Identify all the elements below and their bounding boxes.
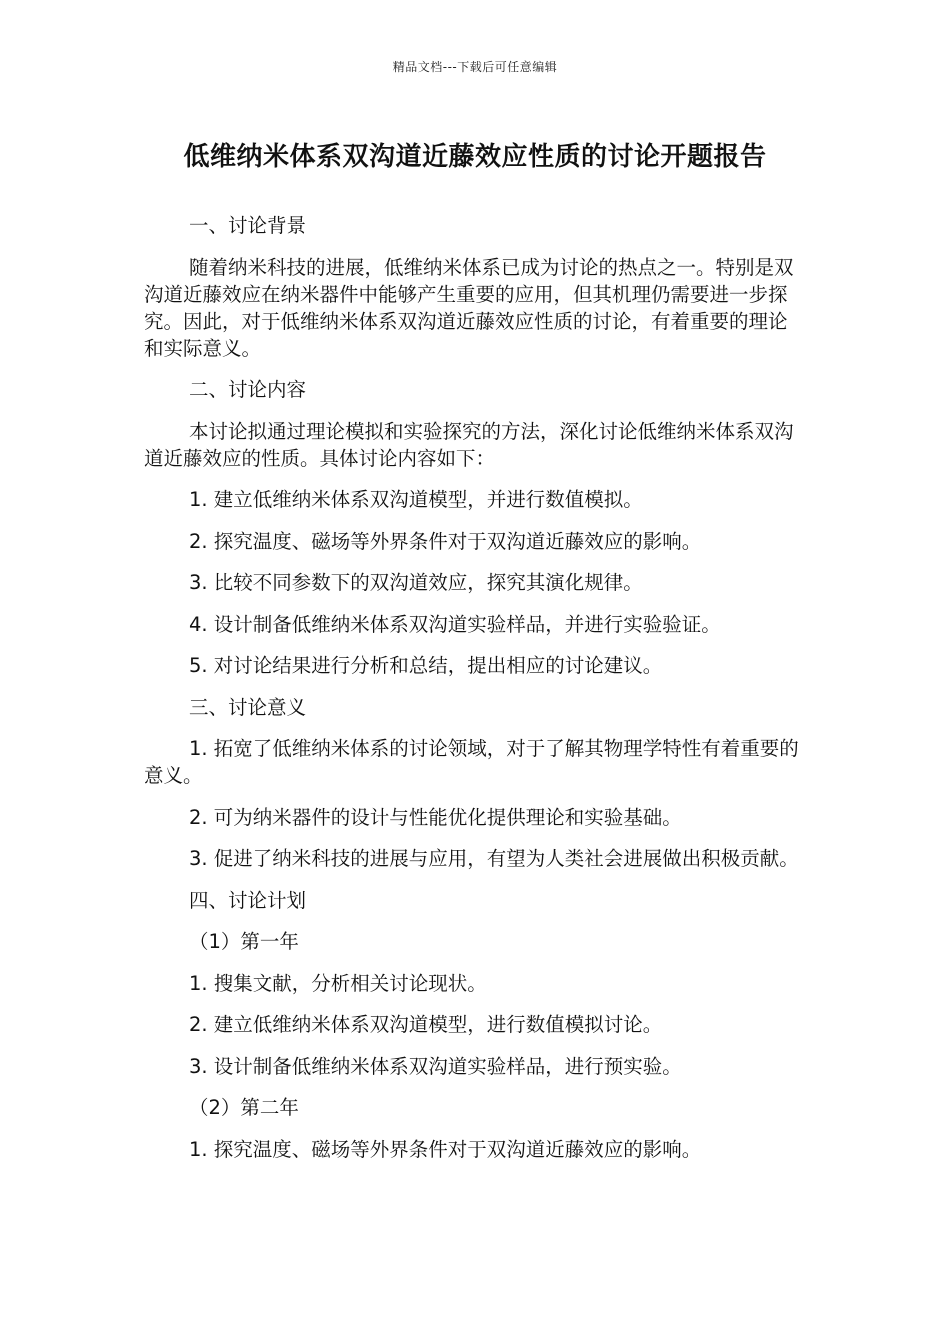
section-heading-significance: 三、讨论意义 bbox=[189, 695, 307, 719]
list-item: 1. 拓宽了低维纳米体系的讨论领域，对于了解其物理学特性有着重要的意义。 bbox=[144, 737, 799, 787]
section-heading-plan: 四、讨论计划 bbox=[189, 888, 307, 912]
list-item: 3. 促进了纳米科技的进展与应用，有望为人类社会进展做出积极贡献。 bbox=[189, 847, 799, 870]
list-item: 1. 建立低维纳米体系双沟道模型，并进行数值模拟。 bbox=[189, 488, 643, 511]
section-heading-background: 一、讨论背景 bbox=[189, 214, 307, 237]
document-body bbox=[144, 212, 799, 1177]
list-item: 1. 搜集文献，分析相关讨论现状。 bbox=[189, 971, 487, 995]
list-item: 2. 可为纳米器件的设计与性能优化提供理论和实验基础。 bbox=[189, 805, 682, 829]
list-item: 2. 建立低维纳米体系双沟道模型，进行数值模拟讨论。 bbox=[189, 1013, 663, 1036]
subheading-year-one: （1）第一年 bbox=[189, 930, 299, 953]
section-heading-content: 二、讨论内容 bbox=[189, 378, 307, 401]
list-item: 1. 探究温度、磁场等外界条件对于双沟道近藤效应的影响。 bbox=[189, 1137, 702, 1161]
list-item: 3. 设计制备低维纳米体系双沟道实验样品，进行预实验。 bbox=[189, 1054, 682, 1078]
list-item: 3. 比较不同参数下的双沟道效应，探究其演化规律。 bbox=[189, 571, 643, 594]
header-note: 精品文档---下载后可任意编辑 bbox=[392, 60, 558, 74]
paragraph-background: 随着纳米科技的进展，低维纳米体系已成为讨论的热点之一。特别是双沟道近藤效应在纳米器件中能够产生重要的应用，但其机理仍需要进一步探究。因此，对于低维纳米体系双沟道近藤效应性质的讨论，有着重要的理论和实际意义。 bbox=[144, 255, 794, 360]
paragraph-content-intro: 本讨论拟通过理论模拟和实验探究的方法，深化讨论低维纳米体系双沟道近藤效应的性质。具体讨论内容如下： bbox=[144, 419, 794, 470]
document-title: 低维纳米体系双沟道近藤效应性质的讨论开题报告 bbox=[183, 142, 767, 172]
list-item: 4. 设计制备低维纳米体系双沟道实验样品，并进行实验验证。 bbox=[189, 612, 721, 636]
list-item: 2. 探究温度、磁场等外界条件对于双沟道近藤效应的影响。 bbox=[189, 529, 702, 553]
list-item: 5. 对讨论结果进行分析和总结，提出相应的讨论建议。 bbox=[189, 654, 663, 677]
subheading-year-two: （2）第二年 bbox=[189, 1096, 299, 1119]
